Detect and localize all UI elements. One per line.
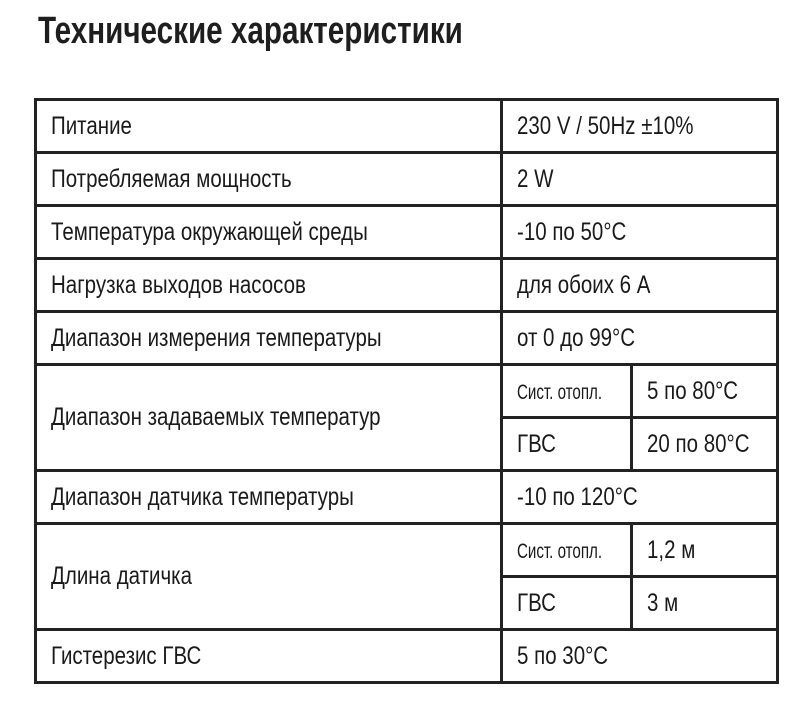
- table-row: [36, 365, 778, 418]
- spec-label: Длина датичка: [36, 524, 502, 630]
- spec-value: 20 по 80°C: [632, 418, 778, 471]
- sub-label: ГВС: [502, 418, 632, 471]
- spec-label: Температура окружающей среды: [36, 206, 502, 259]
- page-title: Технические характеристики: [38, 10, 463, 52]
- spec-label: Питание: [36, 100, 502, 153]
- spec-value: 3 м: [632, 577, 778, 630]
- table-row: [36, 206, 778, 259]
- spec-label: Гистерезис ГВС: [36, 630, 502, 683]
- spec-value: -10 по 50°C: [502, 206, 778, 259]
- table-row: [36, 471, 778, 524]
- spec-value: от 0 до 99°C: [502, 312, 778, 365]
- spec-label: Нагрузка выходов насосов: [36, 259, 502, 312]
- table-row: [36, 630, 778, 683]
- sub-label: Сист. отопл.: [502, 524, 632, 577]
- spec-value: -10 по 120°C: [502, 471, 778, 524]
- table-row: [36, 524, 778, 577]
- spec-label: Потребляемая мощность: [36, 153, 502, 206]
- sub-label: Сист. отопл.: [502, 365, 632, 418]
- table-row: [36, 153, 778, 206]
- spec-value: 5 по 30°C: [502, 630, 778, 683]
- spec-label: Диапазон датчика температуры: [36, 471, 502, 524]
- spec-value: 5 по 80°C: [632, 365, 778, 418]
- table-row: [36, 312, 778, 365]
- specs-table: [34, 98, 779, 684]
- spec-label: Диапазон измерения температуры: [36, 312, 502, 365]
- table-row: [36, 259, 778, 312]
- spec-value: 230 V / 50Hz ±10%: [502, 100, 778, 153]
- spec-value: для обоих 6 A: [502, 259, 778, 312]
- spec-value: 2 W: [502, 153, 778, 206]
- table-row: [36, 100, 778, 153]
- spec-value: 1,2 м: [632, 524, 778, 577]
- sub-label: ГВС: [502, 577, 632, 630]
- spec-label: Диапазон задаваемых температур: [36, 365, 502, 471]
